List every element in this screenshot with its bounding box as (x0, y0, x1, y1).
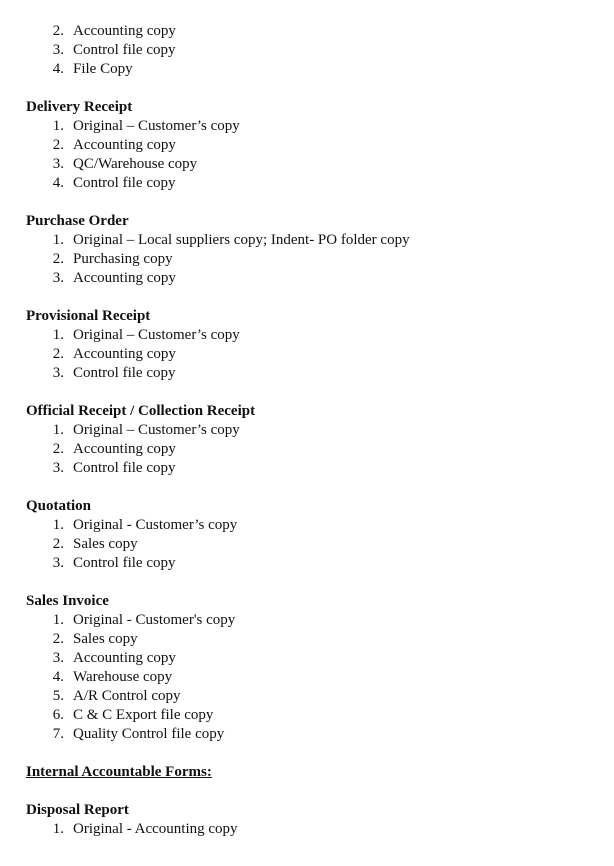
item-text: Original – Local suppliers copy; Indent- PO folder copy (73, 232, 410, 248)
list-item (0, 60, 614, 79)
copy-list (0, 421, 614, 478)
copy-list (0, 22, 614, 79)
item-number: 3. (52, 156, 64, 172)
list-item (0, 345, 614, 364)
list-item (0, 649, 614, 668)
section-official-receipt-collection-receipt (0, 402, 614, 478)
list-item (0, 611, 614, 630)
item-text: Control file copy (73, 42, 176, 58)
section-heading: Sales Invoice (26, 593, 109, 609)
list-item (0, 326, 614, 345)
item-text: Accounting copy (73, 23, 176, 39)
copy-list (0, 611, 614, 744)
section-delivery-receipt (0, 98, 614, 193)
item-number: 2. (52, 631, 64, 647)
item-number: 6. (52, 707, 64, 723)
list-item (0, 364, 614, 383)
item-number: 4. (52, 175, 64, 191)
list-item (0, 269, 614, 288)
item-number: 1. (52, 327, 64, 343)
section-heading: Delivery Receipt (26, 99, 133, 115)
list-item (0, 440, 614, 459)
item-number: 4. (52, 61, 64, 77)
section-provisional-receipt (0, 307, 614, 383)
item-number: 4. (52, 669, 64, 685)
list-item (0, 421, 614, 440)
copy-list (0, 516, 614, 573)
list-item (0, 668, 614, 687)
item-text: Sales copy (73, 536, 138, 552)
copy-list (0, 326, 614, 383)
section-heading: Provisional Receipt (26, 308, 151, 324)
copy-list (0, 231, 614, 288)
list-item (0, 117, 614, 136)
list-item (0, 231, 614, 250)
list-item (0, 174, 614, 193)
item-text: Control file copy (73, 460, 176, 476)
item-number: 1. (52, 422, 64, 438)
item-text: Control file copy (73, 555, 176, 571)
list-item (0, 250, 614, 269)
item-number: 7. (52, 726, 64, 742)
item-number: 1. (52, 232, 64, 248)
section-continued (0, 22, 614, 79)
list-item (0, 630, 614, 649)
item-text: QC/Warehouse copy (73, 156, 198, 172)
section-quotation (0, 497, 614, 573)
item-text: Control file copy (73, 365, 176, 381)
item-text: Accounting copy (73, 650, 176, 666)
list-item (0, 725, 614, 744)
section-heading: Internal Accountable Forms: (26, 764, 212, 780)
item-number: 3. (52, 460, 64, 476)
item-number: 3. (52, 555, 64, 571)
item-text: Original – Customer’s copy (73, 327, 240, 343)
item-number: 2. (52, 441, 64, 457)
item-text: Original - Customer's copy (73, 612, 236, 628)
item-text: Purchasing copy (73, 251, 173, 267)
item-text: A/R Control copy (73, 688, 181, 704)
list-item (0, 687, 614, 706)
item-number: 2. (52, 346, 64, 362)
item-text: Accounting copy (73, 270, 176, 286)
item-number: 1. (52, 821, 64, 837)
list-item (0, 516, 614, 535)
item-number: 2. (52, 251, 64, 267)
item-text: Original - Accounting copy (73, 821, 238, 837)
section-heading: Quotation (26, 498, 92, 514)
copy-list (0, 820, 614, 839)
item-number: 2. (52, 23, 64, 39)
item-number: 2. (52, 536, 64, 552)
item-number: 3. (52, 42, 64, 58)
item-number: 1. (52, 612, 64, 628)
item-number: 5. (52, 688, 64, 704)
item-text: Accounting copy (73, 137, 176, 153)
list-item (0, 706, 614, 725)
item-number: 2. (52, 137, 64, 153)
section-disposal-report (0, 801, 614, 839)
item-text: Sales copy (73, 631, 138, 647)
item-number: 3. (52, 270, 64, 286)
item-text: Accounting copy (73, 441, 176, 457)
section-purchase-order (0, 212, 614, 288)
copy-list (0, 117, 614, 193)
document-page (0, 22, 614, 858)
item-number: 1. (52, 517, 64, 533)
list-item (0, 459, 614, 478)
item-text: Control file copy (73, 175, 176, 191)
item-text: Quality Control file copy (73, 726, 225, 742)
list-item (0, 41, 614, 60)
item-number: 3. (52, 650, 64, 666)
list-item (0, 136, 614, 155)
item-text: Original - Customer’s copy (73, 517, 238, 533)
item-text: Original – Customer’s copy (73, 422, 240, 438)
item-text: C & C Export file copy (73, 707, 214, 723)
section-heading: Purchase Order (26, 213, 129, 229)
item-text: Warehouse copy (73, 669, 173, 685)
item-text: Accounting copy (73, 346, 176, 362)
item-text: Original – Customer’s copy (73, 118, 240, 134)
section-sales-invoice (0, 592, 614, 744)
item-number: 1. (52, 118, 64, 134)
list-item (0, 535, 614, 554)
list-item (0, 22, 614, 41)
item-number: 3. (52, 365, 64, 381)
section-internal-accountable-forms (0, 763, 614, 782)
list-item (0, 820, 614, 839)
list-item (0, 155, 614, 174)
list-item (0, 554, 614, 573)
item-text: File Copy (73, 61, 133, 77)
section-heading: Official Receipt / Collection Receipt (26, 403, 256, 419)
section-heading: Disposal Report (26, 802, 129, 818)
